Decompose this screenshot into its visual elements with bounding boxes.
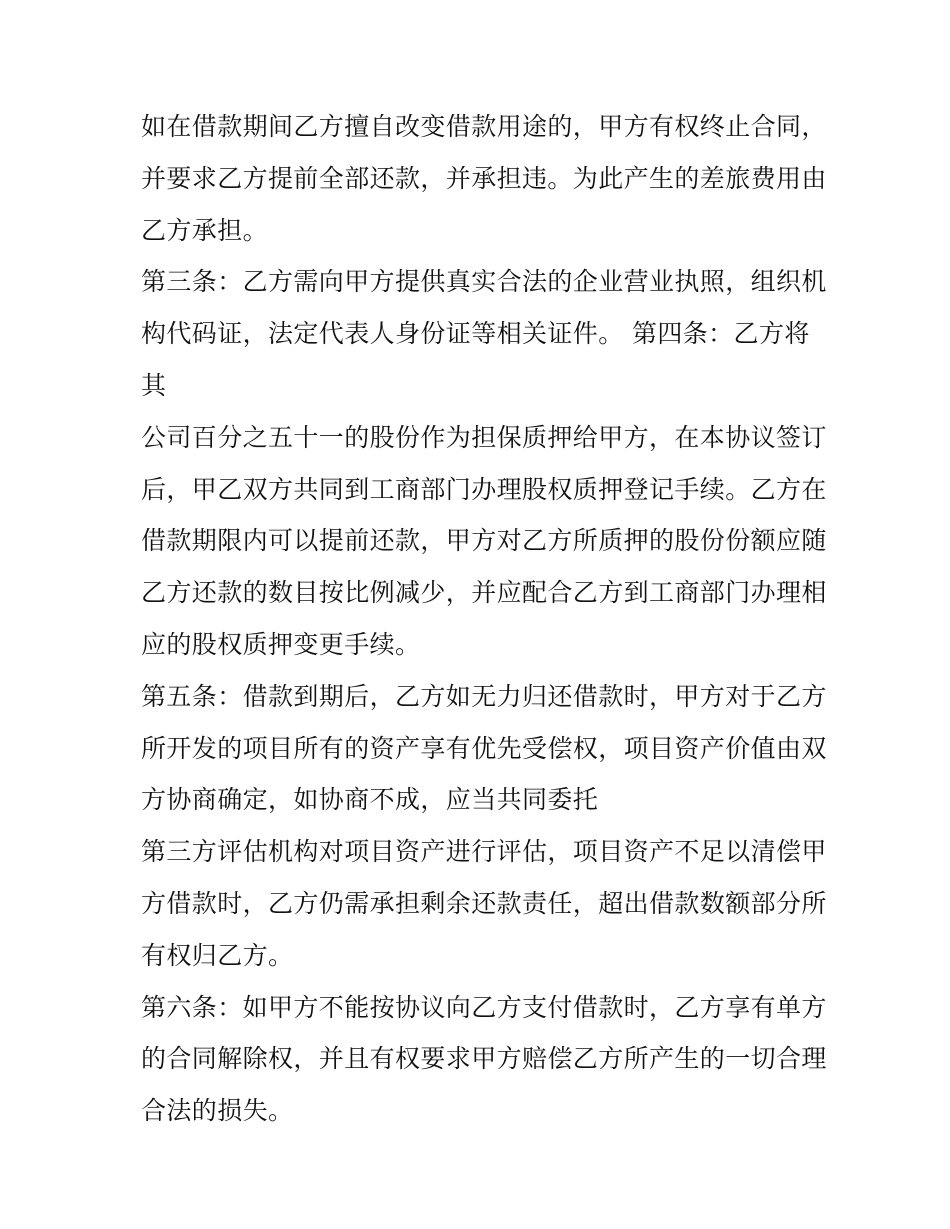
text-line: 方借款时，乙方仍需承担剩余还款责任，超出借款数额部分所 [141,888,827,918]
text-line: 方协商确定，如协商不成，应当共同委托 [141,785,599,815]
text-line: 的合同解除权，并且有权要求甲方赔偿乙方所产生的一切合理 [141,1044,827,1074]
text-line: 并要求乙方提前全部还款，并承担违。为此产生的差旅费用由 [141,163,827,193]
text-line: 后，甲乙双方共同到工商部门办理股权质押登记手续。乙方在 [141,474,827,504]
text-line: 乙方承担。 [141,215,269,245]
text-line: 乙方还款的数目按比例减少，并应配合乙方到工商部门办理相 [141,578,827,608]
text-line: 如在借款期间乙方擅自改变借款用途的，甲方有权终止合同， [141,112,827,141]
text-line: 合法的损失。 [141,1096,294,1126]
text-line: 公司百分之五十一的股份作为担保质押给甲方，在本协议签订 [141,422,827,452]
text-line: 第六条：如甲方不能按协议向乙方支付借款时，乙方享有单方 [141,992,827,1022]
text-line: 构代码证，法定代表人身份证等相关证件。 第四条：乙方将 [141,319,810,349]
text-line: 第三方评估机构对项目资产进行评估，项目资产不足以清偿甲 [141,837,827,867]
text-line: 借款期限内可以提前还款，甲方对乙方所质押的股份份额应随 [141,526,827,556]
text-line: 第五条：借款到期后，乙方如无力归还借款时，甲方对于乙方 [141,681,827,711]
text-line: 所开发的项目所有的资产享有优先受偿权，项目资产价值由双 [141,733,827,763]
text-line: 第三条：乙方需向甲方提供真实合法的企业营业执照，组织机 [141,267,827,297]
text-line: 其 [141,370,167,400]
text-line: 有权归乙方。 [141,940,294,970]
contract-text-body [141,101,827,1137]
text-line: 应的股权质押变更手续。 [141,629,421,659]
